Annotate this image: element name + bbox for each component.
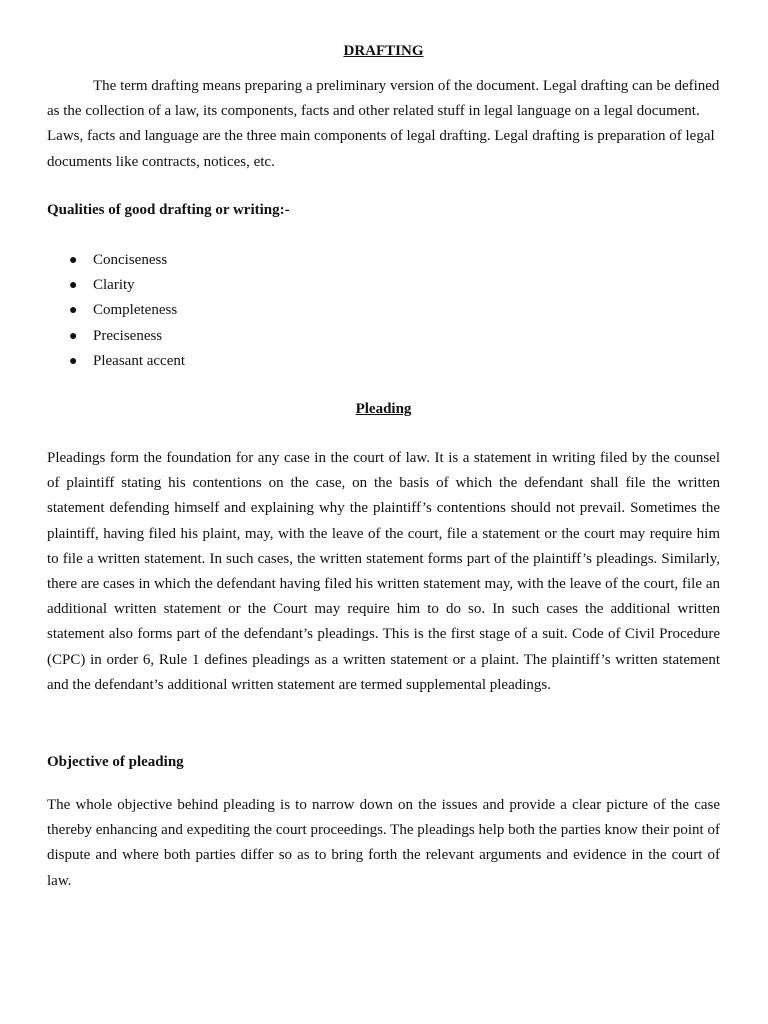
drafting-intro-paragraph: The term drafting means preparing a preliminary version of the document. Legal drafting can be defined as the collection of a law, its components, facts and other related stuff in legal language on a legal document. Laws, facts and language are the three main components of legal drafting. Legal drafting is preparation of legal documents like contracts, notices, etc. [47,78,720,170]
pleading-title: Pleading [355,401,412,417]
bullet-icon: ● [69,253,78,268]
pleading-body-paragraph: Pleadings form the foundation for any case in the court of law. It is a statement in writing filed by the counsel of plaintiff stating his contentions on the case, on the basis of which the defendant shall file the written statement defending himself and explaining why the plaintiff’s contentions should not prevail. Sometimes the plaintiff, having filed his plaint, may, with the leave of the court, file a statement or the court may require him to file a written statement. In such cases, the written statement forms part of the plaintiff’s pleadings. Similarly, there are cases in which the defendant having filed his written statement may, with the leave of the court, file an additional written statement or the Court may require him to do so. In such cases the additional written statement also forms part of the defendant’s pleadings. This is the first stage of a suit. Code of Civil Procedure (CPC) in order 6, Rule 1 defines pleadings as a written statement or a plaint. The plaintiff’s written statement and the defendant’s additional written statement are termed supplemental pleadings. [47,450,720,693]
drafting-title: DRAFTING [343,43,424,59]
list-item [47,273,185,298]
bullet-icon: ● [69,353,78,369]
bullet-icon: ● [69,328,78,344]
quality-label: Pleasant accent [93,352,186,369]
list-item [47,324,185,349]
quality-label: Preciseness [93,327,163,344]
list-item [47,298,185,323]
bullet-icon: ● [69,278,78,294]
quality-label: Completeness [93,302,178,319]
objective-body-paragraph: The whole objective behind pleading is to narrow down on the issues and provide a clear picture of the case thereby enhancing and expediting the court proceedings. The pleadings help both the parties know their point of dispute and where both parties differ so as to bring forth the relevant arguments and evidence in the court of law. [47,797,720,889]
list-item [47,248,185,273]
quality-label: Clarity [93,277,135,294]
qualities-list [47,248,185,374]
quality-label: Conciseness [93,252,168,268]
qualities-heading: Qualities of good drafting or writing:- [47,202,290,218]
list-item [47,349,185,374]
objective-heading: Objective of pleading [47,754,184,770]
bullet-icon: ● [69,303,78,319]
